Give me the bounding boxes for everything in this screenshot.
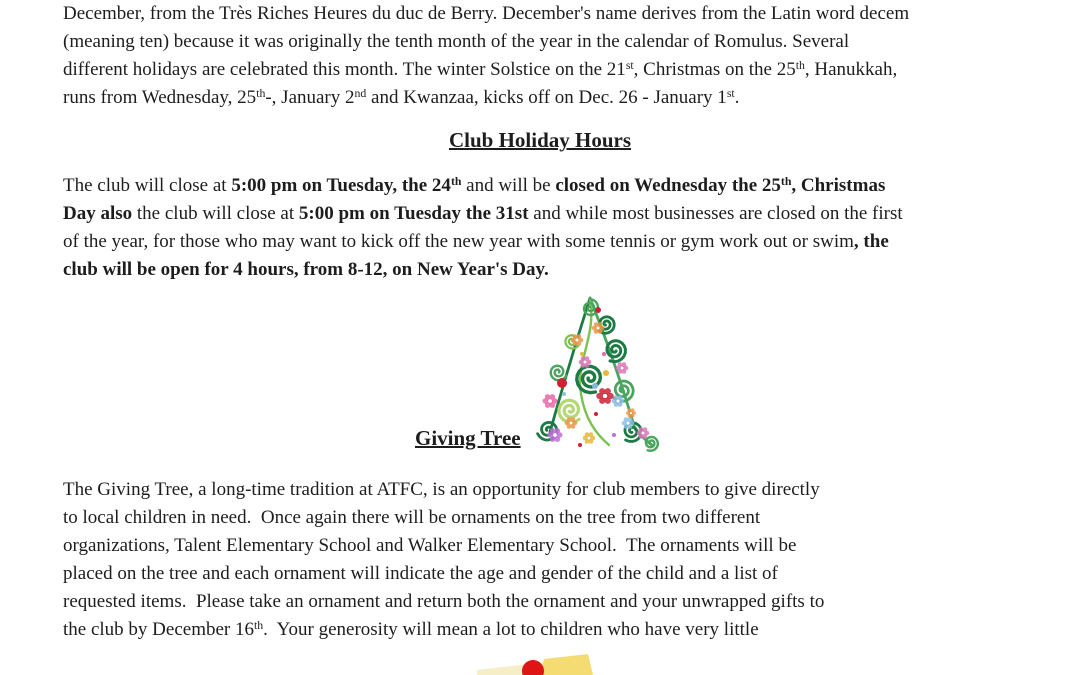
intro-paragraph xyxy=(63,0,1063,112)
bottom-clipart-image xyxy=(472,651,650,675)
text-line: club will be open for 4 hours, from 8-12, on New Year's Day. xyxy=(63,259,549,280)
text-line: December, from the Très Riches Heures du duc de Berry. December's name derives from the Latin word decem xyxy=(63,3,910,24)
text-line: Day also the club will close at 5:00 pm on Tuesday the 31st and while most businesses are closed on the first xyxy=(63,203,903,224)
giving-tree-heading: Giving Tree xyxy=(415,426,521,450)
text-line: requested items. Please take an ornament and return both the ornament and your unwrapped gifts to xyxy=(63,591,825,612)
text-line: the club by December 16th. Your generosity will mean a lot to children who have very little xyxy=(63,618,759,640)
text-line: of the year, for those who may want to kick off the new year with some tennis or gym work out or swim, the xyxy=(63,231,889,252)
giving-tree-paragraph xyxy=(63,476,1063,644)
text-line: to local children in need. Once again there will be ornaments on the tree from two different xyxy=(63,507,761,528)
text-line: (meaning ten) because it was originally the tenth month of the year in the calendar of Romulus. Several xyxy=(63,31,850,52)
holiday-hours-heading: Club Holiday Hours xyxy=(448,128,632,152)
christmas-tree-image xyxy=(534,294,666,456)
text-line: The club will close at 5:00 pm on Tuesday, the 24th and will be closed on Wednesday the 25th, Christmas xyxy=(63,174,886,196)
text-line: The Giving Tree, a long-time tradition at ATFC, is an opportunity for club members to give directly xyxy=(63,479,820,500)
holiday-hours-paragraph xyxy=(63,172,1063,284)
text-line: organizations, Talent Elementary School and Walker Elementary School. The ornaments will be xyxy=(63,535,797,556)
text-line: runs from Wednesday, 25th-, January 2nd and Kwanzaa, kicks off on Dec. 26 - January 1st. xyxy=(63,86,740,108)
red-ornament-shape xyxy=(522,660,544,675)
text-line: placed on the tree and each ornament will indicate the age and gender of the child and a list of xyxy=(63,563,778,584)
yellow-tag-shape xyxy=(540,654,593,675)
text-line: different holidays are celebrated this month. The winter Solstice on the 21st, Christmas on the 25th, Hanukkah, xyxy=(63,58,898,80)
